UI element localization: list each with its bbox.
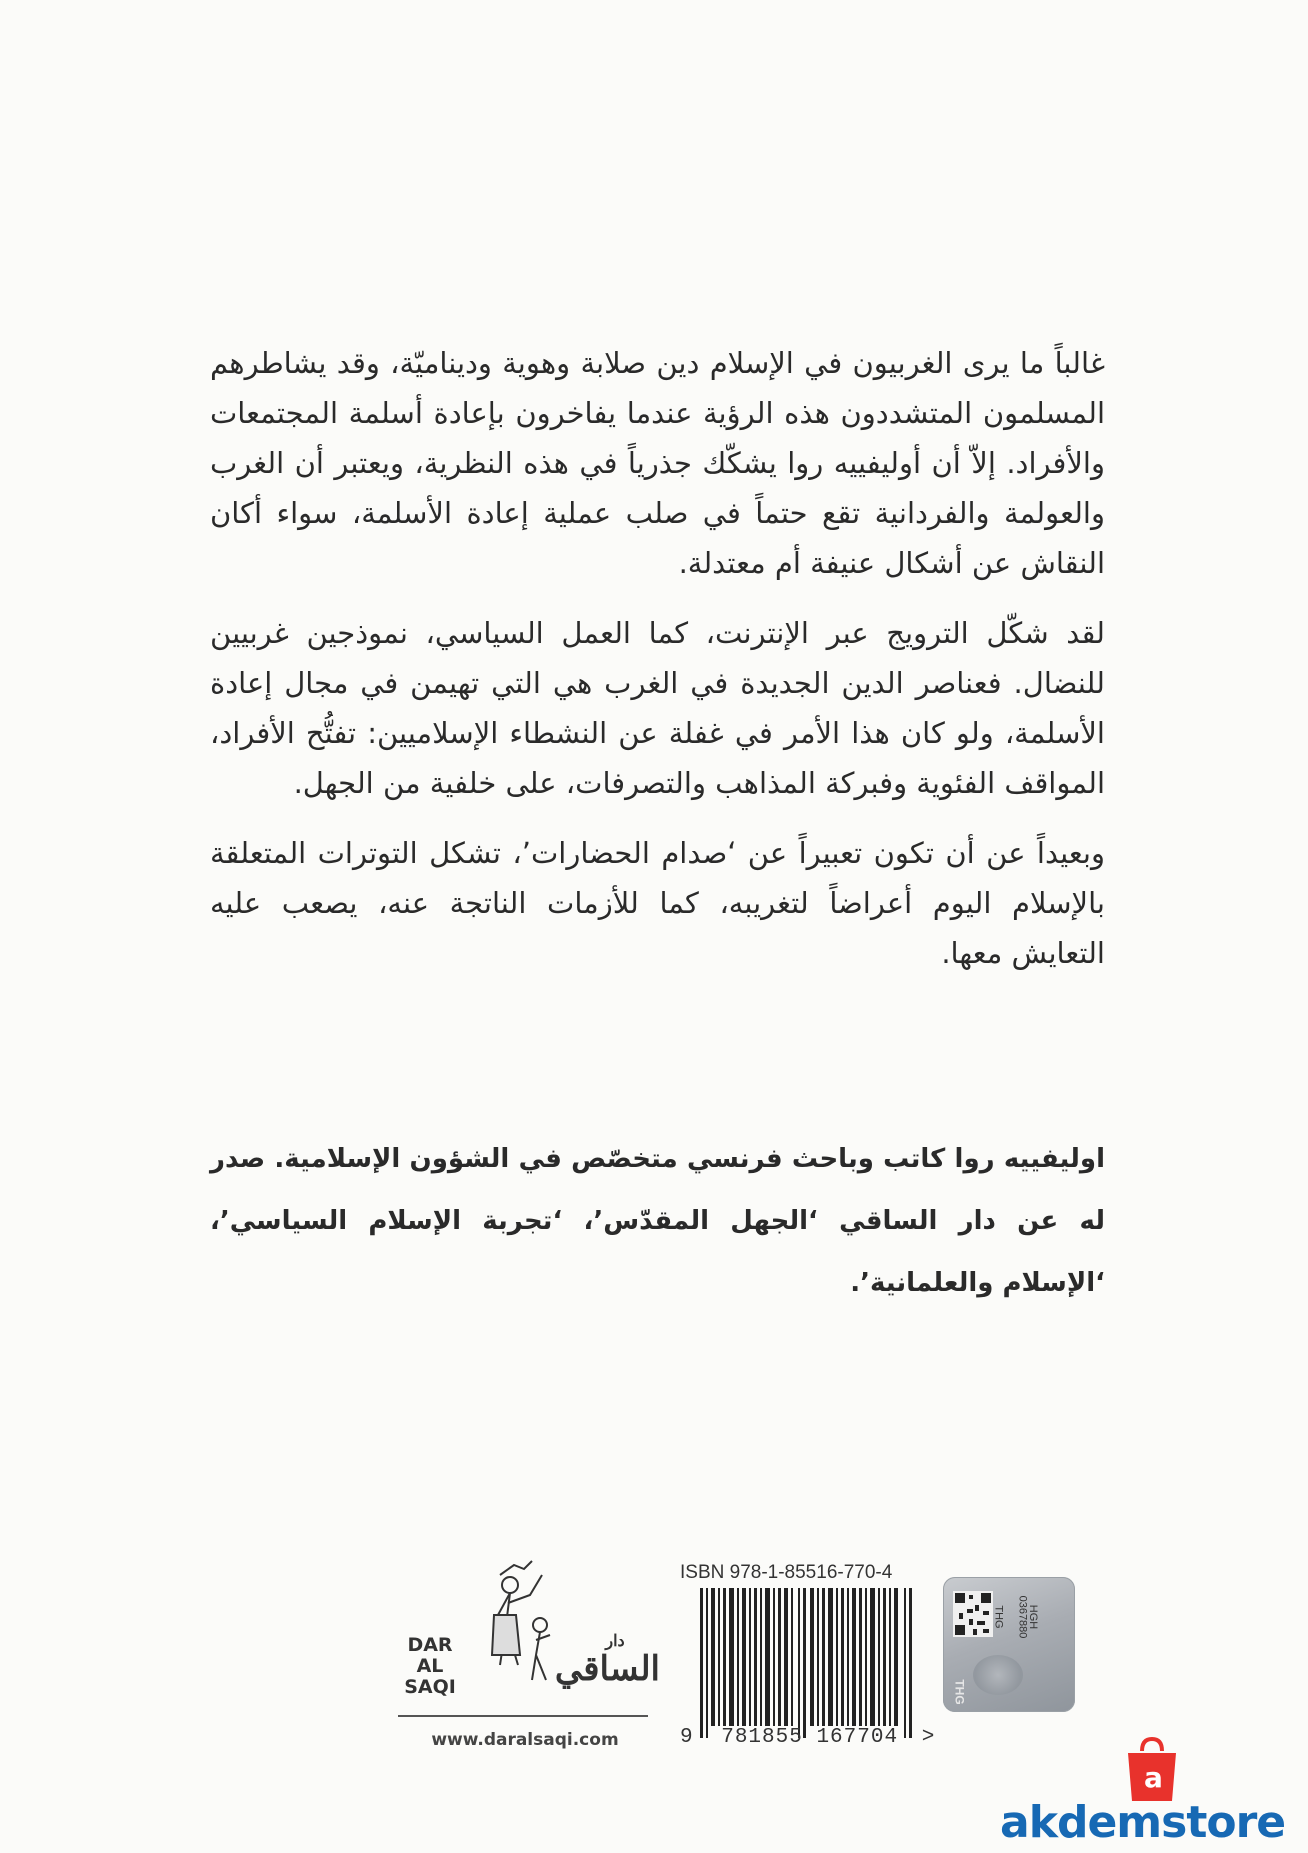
security-sticker <box>943 1577 1075 1712</box>
back-cover-blurb <box>210 338 1105 998</box>
blurb-paragraph-3: وبعيداً عن أن تكون تعبيراً عن ‘صدام الحضارات’، تشكل التوترات المتعلقة بالإسلام اليوم أعراضاً لتغريبه، كما للأزمات الناتجة عنه، يصعب عليه التعايش معها. <box>210 836 1105 970</box>
barcode-group-2: 167704 <box>816 1726 899 1749</box>
publisher-name-arabic <box>554 1631 660 1689</box>
publisher-name-en-line1: DAR <box>407 1634 453 1656</box>
qr-code-icon <box>953 1591 993 1637</box>
publisher-name-en-line2: AL SAQI <box>404 1655 456 1698</box>
publisher-website: www.daralsaqi.com <box>431 1730 619 1750</box>
barcode-icon <box>700 1588 915 1738</box>
sticker-text-3: HGH <box>1027 1604 1040 1630</box>
barcode-arrow: > <box>921 1726 936 1749</box>
shopping-bag-icon <box>1122 1737 1182 1803</box>
sticker-text-bottom: THG <box>952 1679 967 1705</box>
store-watermark <box>1000 1735 1308 1853</box>
publisher-name-ar-small: دار <box>605 1631 625 1650</box>
store-icon-letter: a <box>1144 1761 1163 1794</box>
isbn-label: ISBN 978-1-85516-770-4 <box>680 1562 893 1583</box>
sticker-text-2: 0367880 <box>1016 1595 1029 1639</box>
publisher-name-ar-main: الساقي <box>554 1649 660 1689</box>
barcode-group-1: 781855 <box>721 1726 803 1749</box>
author-bio <box>210 1128 1105 1314</box>
barcode-first-digit: 9 <box>680 1726 694 1749</box>
blurb-paragraph-2: لقد شكّل الترويج عبر الإنترنت، كما العمل السياسي، نموذجين غربيين للنضال. فعناصر الدين الجديدة في الغرب هي التي تهيمن في مجال إعادة الأسلمة، ولو كان هذا الأمر في غفلة عن النشطاء الإسلاميين: تفتُّح الأفراد، المواقف الفئوية وفبركة المذاهب والتصرفات، على خلفية من الجهل. <box>210 616 1105 800</box>
publisher-divider <box>398 1715 648 1717</box>
store-name: akdemstore <box>1000 1797 1286 1848</box>
hologram-icon <box>973 1655 1023 1695</box>
author-bio-text: اوليفييه روا كاتب وباحث فرنسي متخصّص في الشؤون الإسلامية. صدر له عن دار الساقي ‘الجهل المقدّس’، ‘تجربة الإسلام السياسي’، ‘الإسلام والعلمانية’. <box>210 1144 1105 1298</box>
publisher-name-english <box>390 1635 470 1698</box>
publisher-logo <box>390 1555 660 1755</box>
blurb-paragraph-1: غالباً ما يرى الغربيون في الإسلام دين صلابة وهوية وديناميّة، وقد يشاطرهم المسلمون المتشددون هذه الرؤية عندما يفاخرون بإعادة أسلمة المجتمعات والأفراد. إلاّ أن أوليفييه روا يشكّك جذرياً في هذه النظرية، ويعتبر أن الغرب والعولمة والفردانية تقع حتماً في صلب عملية إعادة الأسلمة، سواء أكان النقاش عن أشكال عنيفة أم معتدلة. <box>210 346 1105 580</box>
sticker-text-1: THG <box>992 1605 1005 1629</box>
barcode-digits <box>680 1726 940 1749</box>
